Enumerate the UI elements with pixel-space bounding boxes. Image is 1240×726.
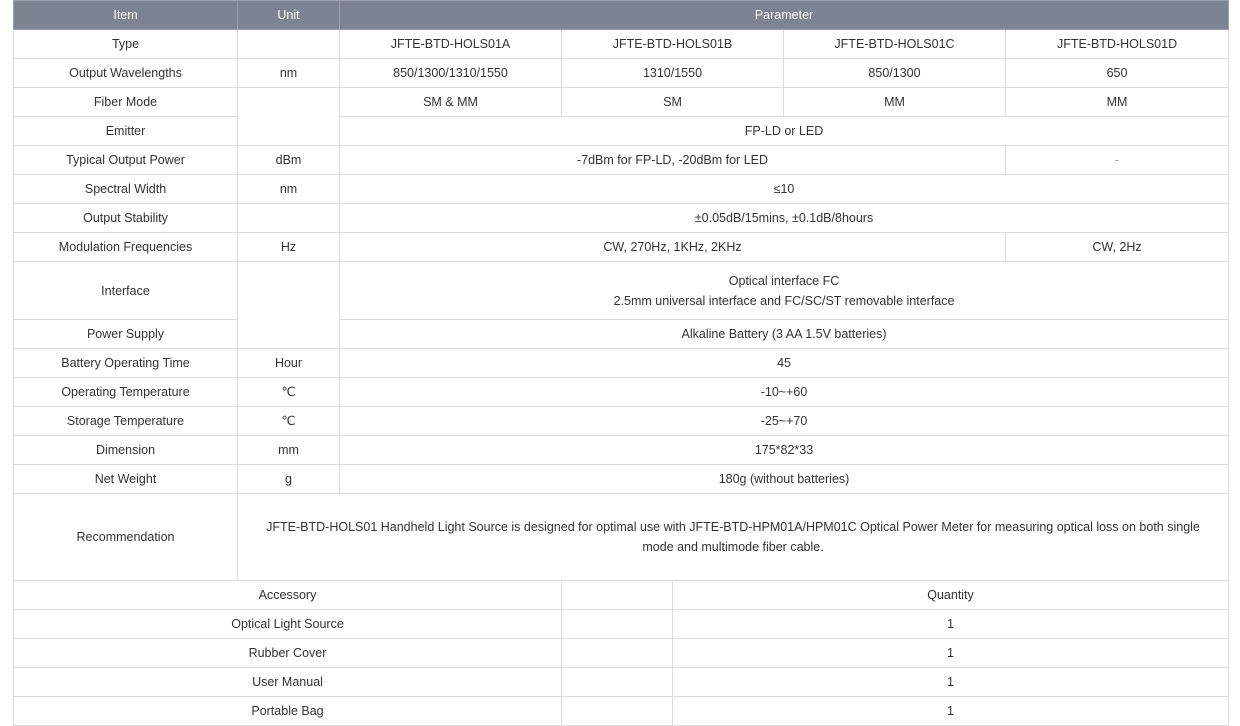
unit-cell: ℃ (238, 378, 340, 407)
header-item: Item (14, 1, 238, 30)
unit-cell (238, 204, 340, 233)
row-label-power-supply: Power Supply (14, 320, 238, 349)
unit-cell-empty (238, 88, 340, 146)
row-label-weight: Net Weight (14, 465, 238, 494)
value-cell: 45 (340, 349, 1229, 378)
model-b: JFTE-BTD-HOLS01B (562, 30, 784, 59)
accessory-qty: 1 (673, 610, 1229, 639)
accessory-qty: 1 (673, 639, 1229, 668)
unit-cell: nm (238, 59, 340, 88)
value-cell: Alkaline Battery (3 AA 1.5V batteries) (340, 320, 1229, 349)
accessory-name: Portable Bag (14, 697, 562, 726)
table-row (14, 175, 1229, 204)
row-label-fiber-mode: Fiber Mode (14, 88, 238, 117)
table-row (14, 262, 1229, 320)
table-row (14, 465, 1229, 494)
row-label-type: Type (14, 30, 238, 59)
value-cell: 180g (without batteries) (340, 465, 1229, 494)
row-label-spectral-width: Spectral Width (14, 175, 238, 204)
row-label-interface: Interface (14, 262, 238, 320)
table-row (14, 146, 1229, 175)
value-cell: MM (784, 88, 1006, 117)
accessory-spacer (562, 610, 673, 639)
header-row (14, 1, 1229, 30)
table-row (14, 320, 1229, 349)
header-unit: Unit (238, 1, 340, 30)
unit-cell: nm (238, 175, 340, 204)
value-cell: 850/1300 (784, 59, 1006, 88)
value-cell: CW, 270Hz, 1KHz, 2KHz (340, 233, 1006, 262)
accessory-spacer (562, 697, 673, 726)
unit-cell: ℃ (238, 407, 340, 436)
value-cell: MM (1006, 88, 1229, 117)
accessory-name: Rubber Cover (14, 639, 562, 668)
unit-cell: mm (238, 436, 340, 465)
unit-cell: Hour (238, 349, 340, 378)
model-a: JFTE-BTD-HOLS01A (340, 30, 562, 59)
value-cell: 1310/1550 (562, 59, 784, 88)
accessory-qty: 1 (673, 697, 1229, 726)
table-row (14, 668, 1229, 697)
unit-cell-empty (238, 262, 340, 349)
table-row (14, 436, 1229, 465)
row-label-emitter: Emitter (14, 117, 238, 146)
model-c: JFTE-BTD-HOLS01C (784, 30, 1006, 59)
quantity-header: Quantity (673, 581, 1229, 610)
value-cell: -10~+60 (340, 378, 1229, 407)
row-label-stability: Output Stability (14, 204, 238, 233)
value-cell (340, 262, 1229, 320)
table-row (14, 204, 1229, 233)
header-parameter: Parameter (340, 1, 1229, 30)
value-cell: -25~+70 (340, 407, 1229, 436)
row-label-battery-time: Battery Operating Time (14, 349, 238, 378)
table-row (14, 30, 1229, 59)
row-label-output-power: Typical Output Power (14, 146, 238, 175)
value-cell: 850/1300/1310/1550 (340, 59, 562, 88)
interface-line-2: 2.5mm universal interface and FC/SC/ST removable interface (613, 293, 955, 308)
value-cell: ±0.05dB/15mins, ±0.1dB/8hours (340, 204, 1229, 233)
spec-table (13, 0, 1229, 726)
model-d: JFTE-BTD-HOLS01D (1006, 30, 1229, 59)
value-cell: CW, 2Hz (1006, 233, 1229, 262)
table-row (14, 494, 1229, 581)
accessory-header: Accessory (14, 581, 562, 610)
accessory-name: Optical Light Source (14, 610, 562, 639)
accessory-header-row (14, 581, 1229, 610)
table-row (14, 407, 1229, 436)
row-label-op-temp: Operating Temperature (14, 378, 238, 407)
accessory-qty: 1 (673, 668, 1229, 697)
unit-cell: Hz (238, 233, 340, 262)
row-label-wavelengths: Output Wavelengths (14, 59, 238, 88)
table-row (14, 697, 1229, 726)
interface-line-1: Optical interface FC (728, 273, 840, 288)
table-row (14, 639, 1229, 668)
accessory-spacer (562, 639, 673, 668)
value-cell: 175*82*33 (340, 436, 1229, 465)
accessory-spacer (562, 581, 673, 610)
value-cell: 650 (1006, 59, 1229, 88)
recommendation-text: JFTE-BTD-HOLS01 Handheld Light Source is designed for optimal use with JFTE-BTD-HPM01A/HPM01C Optical Power Meter for measuring optical loss on both single mode and multimode fiber cable. (238, 494, 1229, 581)
value-cell: SM (562, 88, 784, 117)
unit-cell: g (238, 465, 340, 494)
row-label-storage-temp: Storage Temperature (14, 407, 238, 436)
value-cell: SM & MM (340, 88, 562, 117)
unit-cell (238, 30, 340, 59)
table-row (14, 610, 1229, 639)
table-row (14, 117, 1229, 146)
value-cell: -7dBm for FP-LD, -20dBm for LED (340, 146, 1006, 175)
accessory-spacer (562, 668, 673, 697)
table-row (14, 349, 1229, 378)
table-row (14, 59, 1229, 88)
unit-cell: dBm (238, 146, 340, 175)
value-cell: - (1006, 146, 1229, 175)
row-label-modulation: Modulation Frequencies (14, 233, 238, 262)
table-row (14, 378, 1229, 407)
row-label-dimension: Dimension (14, 436, 238, 465)
value-cell: FP-LD or LED (340, 117, 1229, 146)
accessory-name: User Manual (14, 668, 562, 697)
value-cell: ≤10 (340, 175, 1229, 204)
table-row (14, 233, 1229, 262)
table-row (14, 88, 1229, 117)
row-label-recommendation: Recommendation (14, 494, 238, 581)
